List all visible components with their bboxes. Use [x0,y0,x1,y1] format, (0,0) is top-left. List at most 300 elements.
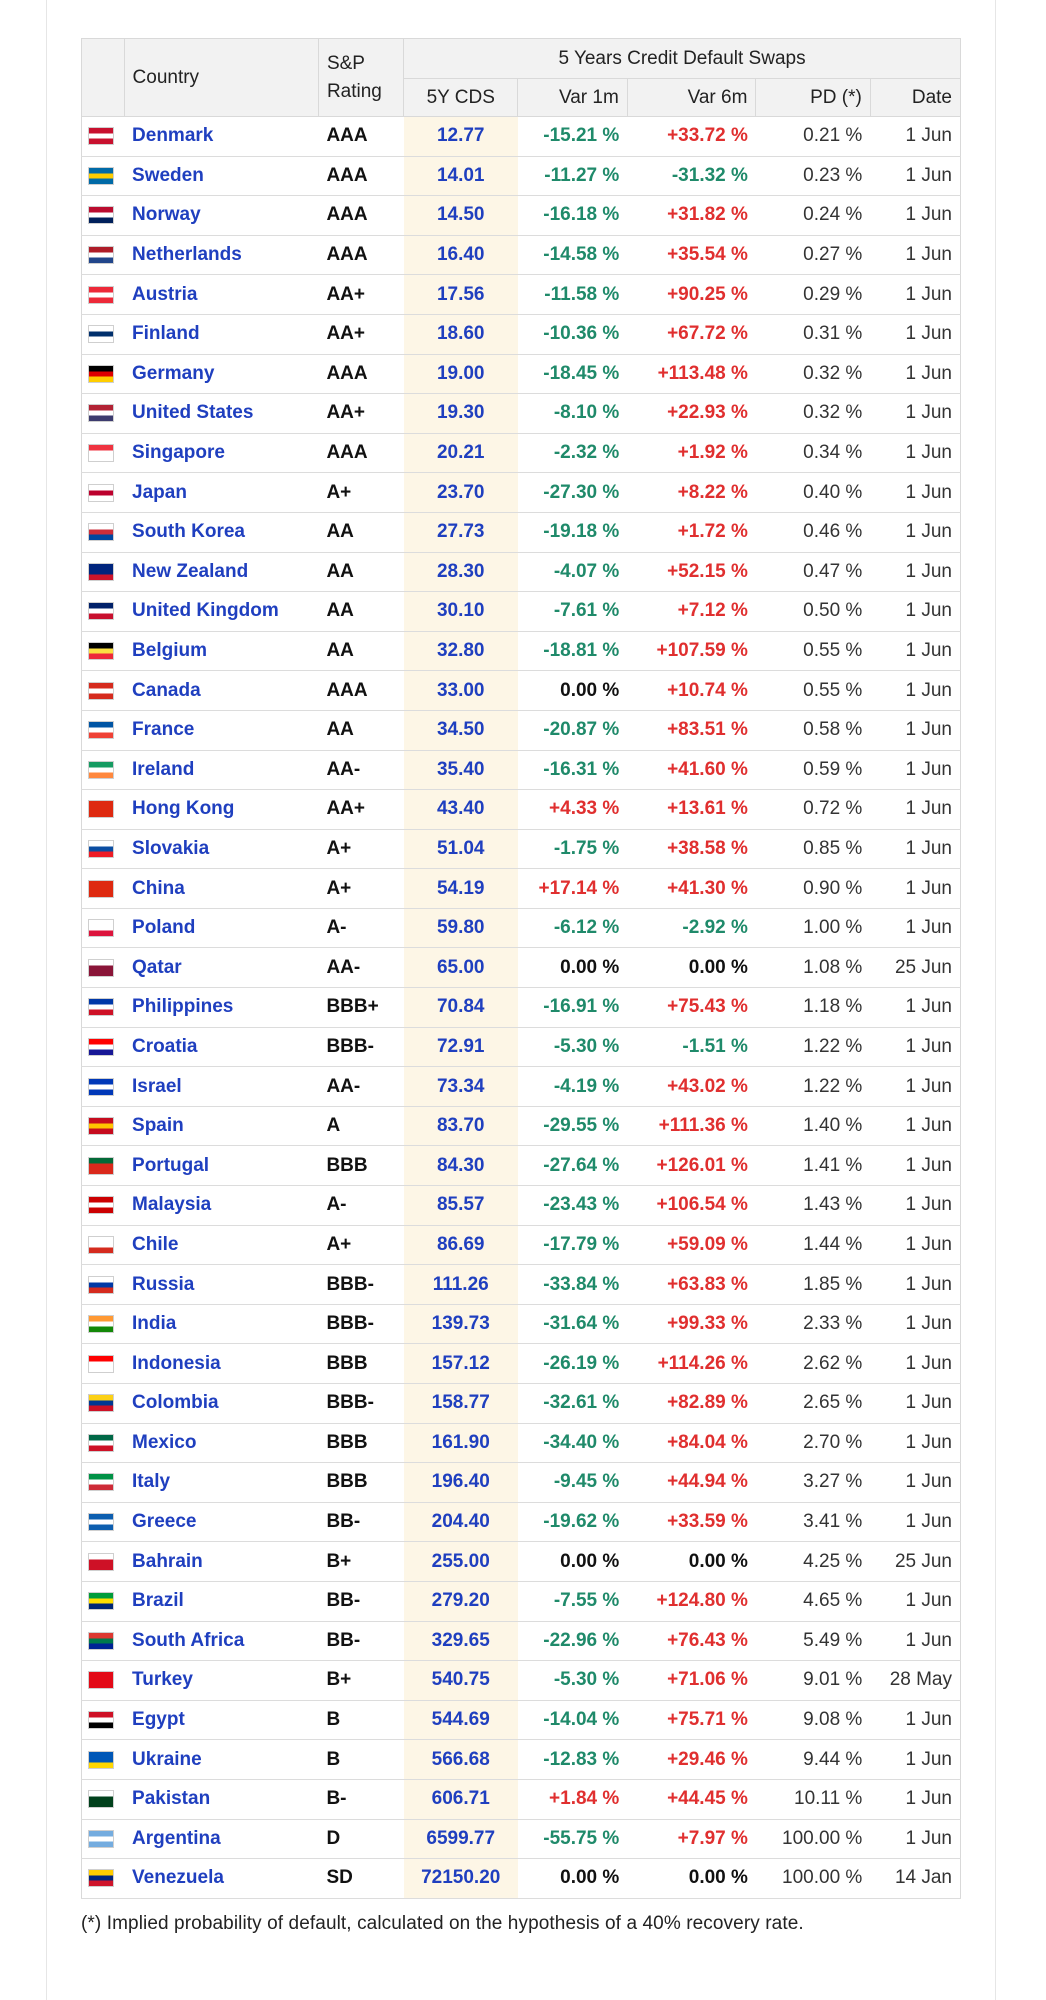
cds-value[interactable]: 157.12 [404,1344,518,1384]
var1m-value: -1.75 % [518,829,627,869]
south-korea-flag-icon [88,523,114,541]
pd-column-header: PD (*) [756,79,870,117]
date-value: 1 Jun [870,750,960,790]
flag-cell [82,1502,125,1542]
table-row [82,394,961,434]
pd-value: 0.32 % [756,394,870,434]
country-link[interactable]: Sweden [124,156,318,196]
cds-value[interactable]: 18.60 [404,314,518,354]
flag-cell [82,1740,125,1780]
var1m-value: -11.27 % [518,156,627,196]
cds-value[interactable]: 544.69 [404,1700,518,1740]
date-value: 1 Jun [870,354,960,394]
finland-flag-icon [88,325,114,343]
country-link[interactable]: United Kingdom [124,592,318,632]
rating-cell: AA [318,631,403,671]
cds-value[interactable]: 23.70 [404,473,518,513]
rating-cell: AA- [318,750,403,790]
cds-value[interactable]: 72150.20 [404,1859,518,1899]
pd-value: 1.22 % [756,1067,870,1107]
var6m-value: 0.00 % [627,1542,756,1582]
date-value: 1 Jun [870,275,960,315]
pd-value: 0.21 % [756,117,870,157]
rating-cell: BBB- [318,1265,403,1305]
table-row [82,552,961,592]
table-row [82,196,961,236]
var6m-value: +84.04 % [627,1423,756,1463]
date-value: 1 Jun [870,473,960,513]
cds-value[interactable]: 28.30 [404,552,518,592]
table-row [82,1027,961,1067]
country-link[interactable]: Pakistan [124,1779,318,1819]
table-row [82,908,961,948]
rating-cell: AA [318,710,403,750]
table-row [82,235,961,275]
flag-cell [82,1819,125,1859]
pd-value: 0.55 % [756,671,870,711]
var1m-value: -32.61 % [518,1384,627,1424]
var6m-value: +29.46 % [627,1740,756,1780]
flag-cell [82,829,125,869]
austria-flag-icon [88,286,114,304]
country-link[interactable]: Egypt [124,1700,318,1740]
pd-value: 0.32 % [756,354,870,394]
flag-cell [82,631,125,671]
country-link[interactable]: Germany [124,354,318,394]
cds-value[interactable]: 83.70 [404,1106,518,1146]
var6m-value: +7.12 % [627,592,756,632]
pd-value: 4.25 % [756,1542,870,1582]
cds-value[interactable]: 161.90 [404,1423,518,1463]
country-link[interactable]: United States [124,394,318,434]
cds-value[interactable]: 111.26 [404,1265,518,1305]
var6m-value: +114.26 % [627,1344,756,1384]
flag-cell [82,1384,125,1424]
cds-value[interactable]: 86.69 [404,1225,518,1265]
var1m-value: -14.04 % [518,1700,627,1740]
var1m-value: -10.36 % [518,314,627,354]
flag-cell [82,948,125,988]
var6m-value: +33.59 % [627,1502,756,1542]
date-value: 1 Jun [870,1106,960,1146]
country-link[interactable]: Portugal [124,1146,318,1186]
var1m-value: -5.30 % [518,1027,627,1067]
cds-value[interactable]: 59.80 [404,908,518,948]
pd-value: 10.11 % [756,1779,870,1819]
table-row [82,156,961,196]
greece-flag-icon [88,1513,114,1531]
cds-value[interactable]: 27.73 [404,512,518,552]
var1m-value: +4.33 % [518,790,627,830]
pd-value: 9.08 % [756,1700,870,1740]
date-value: 1 Jun [870,1621,960,1661]
var6m-value: +33.72 % [627,117,756,157]
date-value: 1 Jun [870,1384,960,1424]
flag-cell [82,1027,125,1067]
date-value: 1 Jun [870,908,960,948]
russia-flag-icon [88,1276,114,1294]
flag-cell [82,275,125,315]
country-link[interactable]: Finland [124,314,318,354]
cds-table [81,38,961,1899]
pd-value: 1.08 % [756,948,870,988]
country-link[interactable]: Norway [124,196,318,236]
cds-value[interactable]: 6599.77 [404,1819,518,1859]
flag-cell [82,908,125,948]
china-flag-icon [88,880,114,898]
rating-cell: A+ [318,829,403,869]
var1m-value: -6.12 % [518,908,627,948]
var6m-value: +111.36 % [627,1106,756,1146]
cds-value[interactable]: 255.00 [404,1542,518,1582]
country-link[interactable]: Hong Kong [124,790,318,830]
var1m-value: 0.00 % [518,1542,627,1582]
country-link[interactable]: France [124,710,318,750]
pd-value: 1.43 % [756,1186,870,1226]
flag-cell [82,1621,125,1661]
date-value: 1 Jun [870,1581,960,1621]
united-states-flag-icon [88,404,114,422]
cds-value[interactable]: 54.19 [404,869,518,909]
var6m-value: +71.06 % [627,1661,756,1701]
date-value: 25 Jun [870,1542,960,1582]
cds-value[interactable]: 566.68 [404,1740,518,1780]
rating-cell: A- [318,1186,403,1226]
country-column-header: Country [124,39,318,117]
country-link[interactable]: Canada [124,671,318,711]
table-row [82,314,961,354]
var6m-value: +59.09 % [627,1225,756,1265]
country-link[interactable]: Indonesia [124,1344,318,1384]
country-link[interactable]: Italy [124,1463,318,1503]
var1m-value: -18.81 % [518,631,627,671]
table-row [82,512,961,552]
var6m-value: +124.80 % [627,1581,756,1621]
date-value: 1 Jun [870,631,960,671]
pd-value: 0.59 % [756,750,870,790]
country-link[interactable]: Singapore [124,433,318,473]
var6m-value: +107.59 % [627,631,756,671]
var6m-value: +41.60 % [627,750,756,790]
country-link[interactable]: Spain [124,1106,318,1146]
country-link[interactable]: Netherlands [124,235,318,275]
cds-value[interactable]: 540.75 [404,1661,518,1701]
date-value: 28 May [870,1661,960,1701]
flag-column-header [82,39,125,117]
cds-value[interactable]: 12.77 [404,117,518,157]
flag-cell [82,235,125,275]
table-row [82,1819,961,1859]
country-link[interactable]: South Korea [124,512,318,552]
cds-value[interactable]: 73.34 [404,1067,518,1107]
rating-cell: BB- [318,1502,403,1542]
var6m-value: +99.33 % [627,1304,756,1344]
cds-value[interactable]: 85.57 [404,1186,518,1226]
country-link[interactable]: Argentina [124,1819,318,1859]
country-link[interactable]: Philippines [124,988,318,1028]
india-flag-icon [88,1315,114,1333]
country-link[interactable]: Ireland [124,750,318,790]
table-header [82,39,961,117]
flag-cell [82,1423,125,1463]
rating-cell: AAA [318,117,403,157]
table-row [82,473,961,513]
var6m-value: +75.43 % [627,988,756,1028]
pd-value: 3.41 % [756,1502,870,1542]
table-row [82,1304,961,1344]
cds-value[interactable]: 19.00 [404,354,518,394]
rating-cell: AAA [318,156,403,196]
country-link[interactable]: Bahrain [124,1542,318,1582]
table-row [82,671,961,711]
country-link[interactable]: Russia [124,1265,318,1305]
var1m-value: -31.64 % [518,1304,627,1344]
var1m-value: -12.83 % [518,1740,627,1780]
cds-value[interactable]: 19.30 [404,394,518,434]
date-value: 1 Jun [870,1304,960,1344]
rating-cell: AA- [318,948,403,988]
country-link[interactable]: Mexico [124,1423,318,1463]
cds-value[interactable]: 51.04 [404,829,518,869]
var1m-value: -14.58 % [518,235,627,275]
cds-group-header: 5 Years Credit Default Swaps [404,39,961,79]
cds-value[interactable]: 20.21 [404,433,518,473]
table-row [82,354,961,394]
country-link[interactable]: Turkey [124,1661,318,1701]
date-value: 1 Jun [870,1819,960,1859]
var6m-value: +67.72 % [627,314,756,354]
country-link[interactable]: Poland [124,908,318,948]
page-container [46,0,996,2000]
country-link[interactable]: Belgium [124,631,318,671]
var1m-value: +17.14 % [518,869,627,909]
cds-value[interactable]: 65.00 [404,948,518,988]
date-column-header: Date [870,79,960,117]
table-row [82,1463,961,1503]
var1m-value: -4.07 % [518,552,627,592]
var6m-value: +82.89 % [627,1384,756,1424]
pd-value: 0.55 % [756,631,870,671]
date-value: 1 Jun [870,1779,960,1819]
denmark-flag-icon [88,127,114,145]
argentina-flag-icon [88,1830,114,1848]
cds-value[interactable]: 34.50 [404,710,518,750]
var1m-value: 0.00 % [518,671,627,711]
japan-flag-icon [88,484,114,502]
var6m-value: +113.48 % [627,354,756,394]
cds-value[interactable]: 33.00 [404,671,518,711]
rating-cell: BBB [318,1423,403,1463]
var1m-value: 0.00 % [518,1859,627,1899]
flag-cell [82,1779,125,1819]
south-africa-flag-icon [88,1632,114,1650]
table-row [82,1384,961,1424]
var1m-value: -23.43 % [518,1186,627,1226]
date-value: 1 Jun [870,1027,960,1067]
country-link[interactable]: India [124,1304,318,1344]
pd-value: 5.49 % [756,1621,870,1661]
pd-value: 1.44 % [756,1225,870,1265]
belgium-flag-icon [88,642,114,660]
flag-cell [82,988,125,1028]
country-link[interactable]: Chile [124,1225,318,1265]
cds-value[interactable]: 17.56 [404,275,518,315]
pd-value: 9.44 % [756,1740,870,1780]
date-value: 1 Jun [870,710,960,750]
pd-value: 100.00 % [756,1819,870,1859]
date-value: 1 Jun [870,1502,960,1542]
var1m-value: -4.19 % [518,1067,627,1107]
var6m-value: +31.82 % [627,196,756,236]
var6m-value: +90.25 % [627,275,756,315]
cds-value[interactable]: 84.30 [404,1146,518,1186]
var1m-column-header: Var 1m [518,79,627,117]
var1m-value: -34.40 % [518,1423,627,1463]
var1m-value: -55.75 % [518,1819,627,1859]
date-value: 1 Jun [870,592,960,632]
var6m-value: -2.92 % [627,908,756,948]
slovakia-flag-icon [88,840,114,858]
var6m-value: +63.83 % [627,1265,756,1305]
country-link[interactable]: Slovakia [124,829,318,869]
var1m-value: -5.30 % [518,1661,627,1701]
table-row [82,750,961,790]
rating-cell: D [318,1819,403,1859]
country-link[interactable]: Croatia [124,1027,318,1067]
table-row [82,1661,961,1701]
cds-value[interactable]: 606.71 [404,1779,518,1819]
date-value: 1 Jun [870,1067,960,1107]
germany-flag-icon [88,365,114,383]
flag-cell [82,433,125,473]
country-link[interactable]: New Zealand [124,552,318,592]
var1m-value: +1.84 % [518,1779,627,1819]
cds-value[interactable]: 43.40 [404,790,518,830]
rating-cell: AAA [318,354,403,394]
flag-cell [82,671,125,711]
cds-value[interactable]: 158.77 [404,1384,518,1424]
country-link[interactable]: Venezuela [124,1859,318,1899]
rating-header-line1: S&P [326,52,365,74]
country-link[interactable]: Colombia [124,1384,318,1424]
rating-column-header [318,39,403,117]
cds-value[interactable]: 279.20 [404,1581,518,1621]
var6m-value: +75.71 % [627,1700,756,1740]
cds-value[interactable]: 72.91 [404,1027,518,1067]
cds-value[interactable]: 14.50 [404,196,518,236]
spain-flag-icon [88,1117,114,1135]
date-value: 1 Jun [870,1423,960,1463]
portugal-flag-icon [88,1157,114,1175]
flag-cell [82,1106,125,1146]
pd-value: 1.41 % [756,1146,870,1186]
country-link[interactable]: Denmark [124,117,318,157]
rating-cell: BBB- [318,1304,403,1344]
cds-value[interactable]: 329.65 [404,1621,518,1661]
pd-value: 2.62 % [756,1344,870,1384]
date-value: 1 Jun [870,1344,960,1384]
rating-cell: BBB- [318,1384,403,1424]
var1m-value: -8.10 % [518,394,627,434]
var1m-value: -17.79 % [518,1225,627,1265]
cds-value[interactable]: 196.40 [404,1463,518,1503]
flag-cell [82,1661,125,1701]
cds-value[interactable]: 14.01 [404,156,518,196]
cds-column-header: 5Y CDS [404,79,518,117]
pd-value: 0.72 % [756,790,870,830]
rating-cell: B- [318,1779,403,1819]
country-link[interactable]: Israel [124,1067,318,1107]
rating-cell: B+ [318,1542,403,1582]
var6m-value: 0.00 % [627,1859,756,1899]
cds-value[interactable]: 30.10 [404,592,518,632]
rating-cell: AA [318,552,403,592]
var6m-value: +76.43 % [627,1621,756,1661]
israel-flag-icon [88,1078,114,1096]
sweden-flag-icon [88,167,114,185]
flag-cell [82,354,125,394]
flag-cell [82,196,125,236]
flag-cell [82,156,125,196]
date-value: 1 Jun [870,829,960,869]
var1m-value: -20.87 % [518,710,627,750]
country-link[interactable]: Brazil [124,1581,318,1621]
var6m-value: +52.15 % [627,552,756,592]
pd-value: 2.70 % [756,1423,870,1463]
country-link[interactable]: Japan [124,473,318,513]
date-value: 1 Jun [870,1225,960,1265]
chile-flag-icon [88,1236,114,1254]
cds-value[interactable]: 16.40 [404,235,518,275]
pd-value: 0.31 % [756,314,870,354]
country-link[interactable]: Austria [124,275,318,315]
country-link[interactable]: Qatar [124,948,318,988]
table-row [82,1423,961,1463]
egypt-flag-icon [88,1711,114,1729]
country-link[interactable]: South Africa [124,1621,318,1661]
cds-value[interactable]: 35.40 [404,750,518,790]
var6m-value: +7.97 % [627,1819,756,1859]
var6m-value: -1.51 % [627,1027,756,1067]
pd-value: 0.34 % [756,433,870,473]
rating-cell: BBB- [318,1027,403,1067]
cds-value[interactable]: 32.80 [404,631,518,671]
cds-value[interactable]: 139.73 [404,1304,518,1344]
flag-cell [82,869,125,909]
table-row [82,275,961,315]
country-link[interactable]: Greece [124,1502,318,1542]
var1m-value: -7.61 % [518,592,627,632]
rating-cell: AA [318,512,403,552]
table-row [82,1700,961,1740]
flag-cell [82,750,125,790]
rating-cell: B [318,1700,403,1740]
country-link[interactable]: China [124,869,318,909]
country-link[interactable]: Ukraine [124,1740,318,1780]
pd-value: 0.27 % [756,235,870,275]
country-link[interactable]: Malaysia [124,1186,318,1226]
rating-cell: A+ [318,1225,403,1265]
var6m-value: +44.45 % [627,1779,756,1819]
cds-value[interactable]: 70.84 [404,988,518,1028]
date-value: 1 Jun [870,156,960,196]
pd-value: 0.29 % [756,275,870,315]
var1m-value: -19.62 % [518,1502,627,1542]
var6m-value: 0.00 % [627,948,756,988]
table-row [82,1779,961,1819]
pd-value: 0.47 % [756,552,870,592]
cds-value[interactable]: 204.40 [404,1502,518,1542]
